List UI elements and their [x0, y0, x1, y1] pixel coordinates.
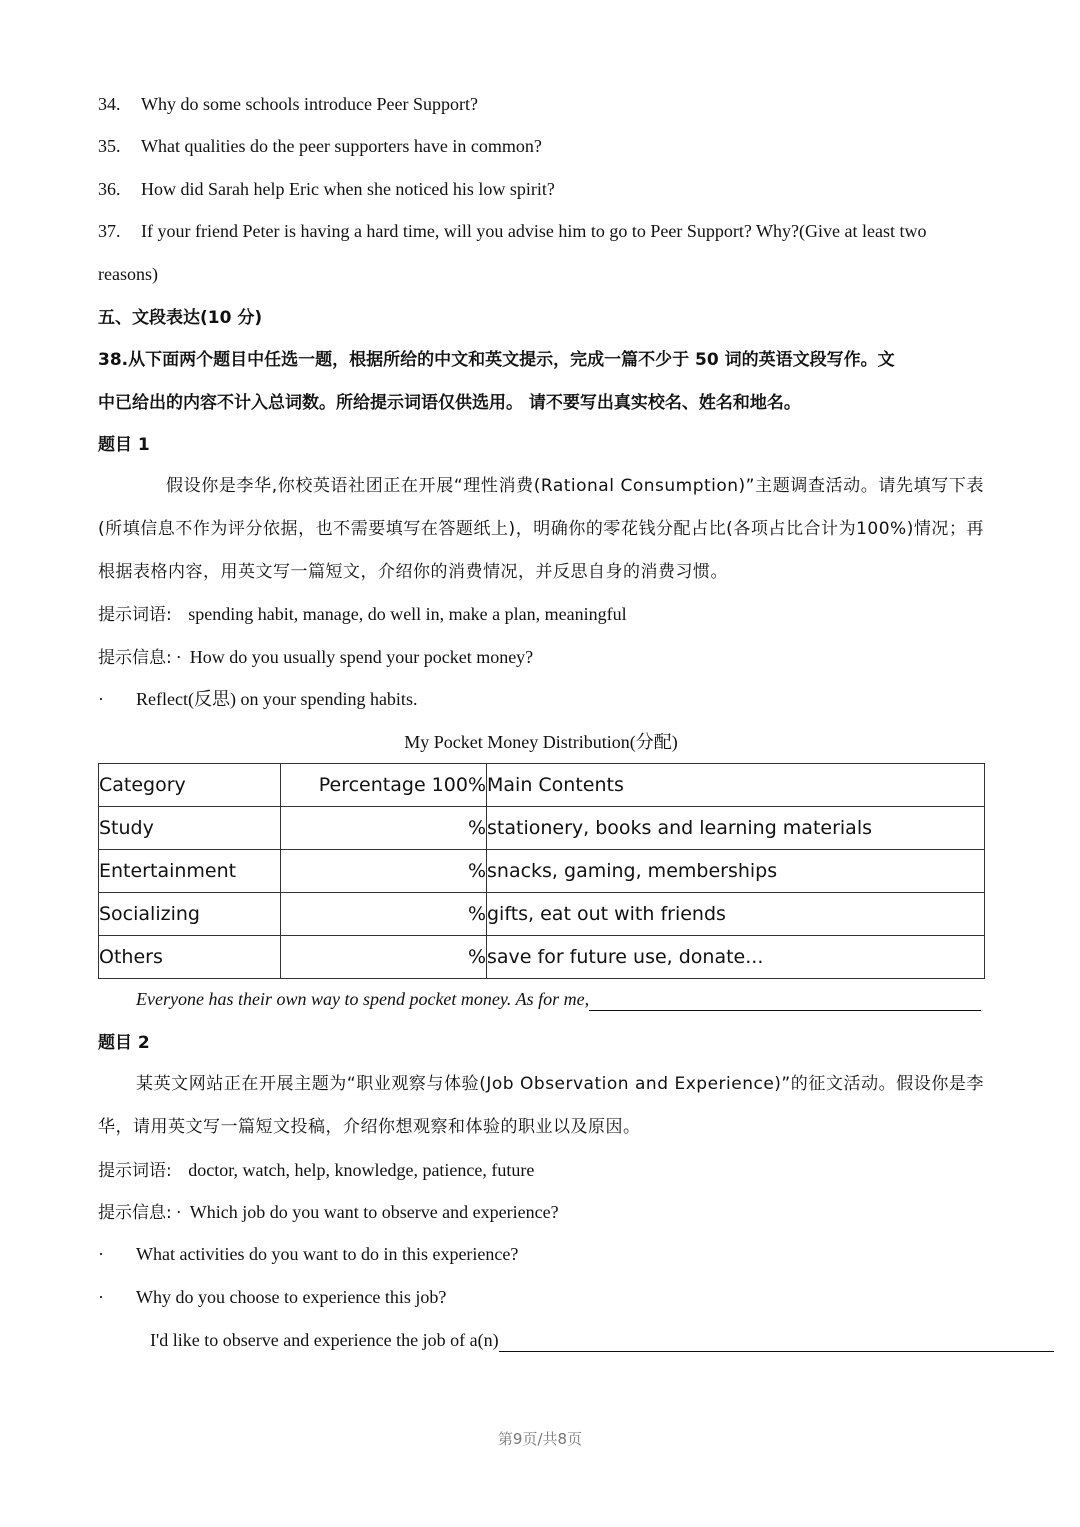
topic-1-paragraph: 假设你是李华,你校英语社团正在开展“理性消费(Rational Consumption)”主题调查活动。请先填写下表(所填信息不作为评分依据，也不需要填写在答题纸上)，明确你的零花钱分配占比(各项占比合计为100%)情况；再根据表格内容，用英文写一篇短文，介绍你的消费情况，并反思自身的消费习惯。 — [98, 476, 984, 582]
hint-words-label: 提示词语: — [98, 605, 172, 625]
question-36 — [98, 177, 555, 201]
cell-category: Socializing — [99, 893, 281, 936]
cell-category: Study — [99, 807, 281, 850]
header-percentage: Percentage 100% — [281, 764, 487, 807]
hint-info-2: What activities do you want to do in this experience? — [136, 1244, 519, 1264]
topic-1-starter — [136, 987, 981, 1011]
cell-contents: gifts, eat out with friends — [487, 893, 985, 936]
question-number: 35. — [98, 136, 121, 156]
bullet-icon: · — [98, 689, 104, 709]
header-contents: Main Contents — [487, 764, 985, 807]
answer-blank[interactable] — [589, 990, 981, 1011]
question-text: How did Sarah help Eric when she noticed his low spirit? — [141, 179, 555, 199]
topic-2-hint-info-2 — [98, 1242, 518, 1266]
hint-info-2: Reflect(反思) on your spending habits. — [136, 689, 418, 709]
pocket-money-table — [98, 763, 985, 979]
cell-contents: snacks, gaming, memberships — [487, 850, 985, 893]
answer-blank[interactable] — [499, 1331, 1054, 1352]
topic-2-hint-info-3 — [98, 1285, 446, 1309]
topic-1-hint-words — [98, 602, 627, 627]
table-row — [99, 850, 985, 893]
hint-info-3: Why do you choose to experience this job? — [136, 1287, 447, 1307]
topic-1-hint-info — [98, 645, 533, 670]
page-footer: 第9页/共8页 — [497, 1430, 583, 1448]
hint-info-label: 提示信息: — [98, 648, 172, 668]
question-34 — [98, 92, 478, 116]
question-35 — [98, 134, 542, 158]
question-number: 36. — [98, 179, 121, 199]
topic-2-title: 题目 2 — [98, 1033, 150, 1053]
hint-info-1: How do you usually spend your pocket money? — [189, 647, 534, 667]
topic-1-hint-info-2 — [98, 687, 417, 711]
hint-words-label: 提示词语: — [98, 1161, 172, 1181]
topic-2-starter — [150, 1328, 1054, 1352]
hint-info-label: 提示信息: — [98, 1203, 172, 1223]
topic-2-hint-words — [98, 1158, 534, 1183]
hint-info-1: Which job do you want to observe and experience? — [189, 1202, 559, 1222]
topic-2-paragraph: 某英文网站正在开展主题为“职业观察与体验(Job Observation and Experience)”的征文活动。假设你是李华，请用英文写一篇短文投稿，介绍你想观察和体验的职业以及原因。 — [98, 1074, 984, 1137]
question-37-continuation: reasons) — [98, 264, 158, 284]
question-number: 37. — [98, 221, 121, 241]
table-caption: My Pocket Money Distribution(分配) — [404, 732, 678, 752]
section-title: 五、文段表达(10 分) — [98, 308, 263, 328]
question-text: If your friend Peter is having a hard time, will you advise him to go to Peer Support? Why?(Give at least two — [141, 221, 927, 241]
cell-percentage[interactable]: % — [281, 850, 487, 893]
header-category: Category — [99, 764, 281, 807]
cell-percentage[interactable]: % — [281, 893, 487, 936]
cell-contents: stationery, books and learning materials — [487, 807, 985, 850]
cell-contents: save for future use, donate... — [487, 936, 985, 979]
bullet-icon: · — [175, 647, 182, 667]
cell-percentage[interactable]: % — [281, 936, 487, 979]
topic-1-title: 题目 1 — [98, 435, 150, 455]
starter-text: I'd like to observe and experience the job of a(n) — [150, 1330, 499, 1350]
starter-text: Everyone has their own way to spend pocket money. As for me, — [136, 989, 590, 1009]
table-row — [99, 936, 985, 979]
cell-percentage[interactable]: % — [281, 807, 487, 850]
table-header-row — [99, 764, 985, 807]
hint-words: spending habit, manage, do well in, make a plan, meaningful — [188, 604, 627, 624]
bullet-icon: · — [98, 1287, 104, 1307]
question-number: 34. — [98, 94, 121, 114]
bullet-icon: · — [98, 1244, 104, 1264]
hint-words: doctor, watch, help, knowledge, patience, future — [188, 1160, 535, 1180]
instruction-line-2: 中已给出的内容不计入总词数。所给提示词语仅供选用。 请不要写出真实校名、姓名和地名。 — [98, 393, 801, 413]
table-row — [99, 893, 985, 936]
question-text: What qualities do the peer supporters have in common? — [141, 136, 542, 156]
table-row — [99, 807, 985, 850]
question-text: Why do some schools introduce Peer Support? — [141, 94, 478, 114]
bullet-icon: · — [175, 1202, 182, 1222]
topic-2-hint-info — [98, 1200, 559, 1225]
cell-category: Others — [99, 936, 281, 979]
question-37 — [98, 219, 927, 243]
cell-category: Entertainment — [99, 850, 281, 893]
instruction-line-1: 38.从下面两个题目中任选一题，根据所给的中文和英文提示，完成一篇不少于 50 词的英语文段写作。文 — [98, 350, 895, 370]
